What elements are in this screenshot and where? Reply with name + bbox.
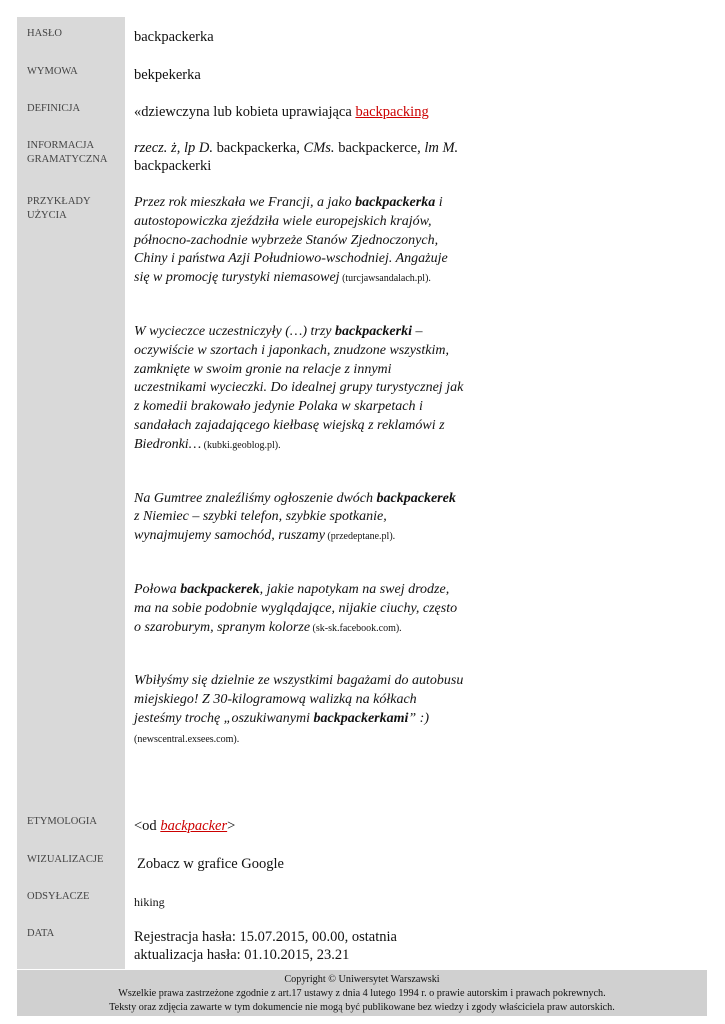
google-images-link[interactable]: Zobacz w grafice Google	[137, 856, 284, 872]
label-data: DATA	[17, 917, 125, 969]
cross-reference-link[interactable]: hiking	[134, 895, 165, 909]
label-informacja	[17, 129, 125, 185]
example-3: Na Gumtree znaleźliśmy ogłoszenie dwóch backpackerek z Niemiec – szybki telefon, szybkie spotkanie, wynajmujemy samochód, ruszamy (przedeptane.pl).	[134, 490, 456, 544]
label-przyklady	[17, 185, 125, 805]
label-odsylacze: ODSYŁACZE	[17, 880, 125, 917]
row-definicja	[17, 92, 707, 129]
gram-abbr-1: rzecz. ż, lp D.	[134, 140, 213, 156]
row-odsylacze	[17, 880, 707, 917]
definition-text: «dziewczyna lub kobieta uprawiająca	[134, 104, 356, 120]
gram-form-3: backpackerki	[134, 158, 212, 174]
row-data	[17, 917, 707, 969]
etymology-prefix: <od	[134, 818, 161, 834]
gram-abbr-3: lm M.	[424, 140, 459, 156]
label-wizualizacje: WIZUALIZACJE	[17, 843, 125, 880]
example-1: Przez rok mieszkała we Francji, a jako backpackerka i autostopowiczka zjeździła wiele europejskich krajów, północno-zachodnie wybrzeże Stanów Zjednoczonych, Chiny i państwa Azji Południowo-wschodniej. Angażuje się w promocję turystyki niemasowej (turcjawsandalach.pl).	[134, 195, 448, 286]
footer-notice: Teksty oraz zdjęcia zawarte w tym dokumencie nie mogą być publikowane bez wiedzy i zgody właściciela praw autorskich.	[109, 1002, 615, 1013]
value-wymowa: bekpekerka	[134, 67, 201, 83]
label-etymologia: ETYMOLOGIA	[17, 805, 125, 843]
footer-rights: Wszelkie prawa zastrzeżone zgodnie z art.17 ustawy z dnia 4 lutego 1994 r. o prawie autorskim i prawach pokrewnych.	[118, 988, 606, 999]
gram-form-1: backpackerka,	[212, 140, 304, 156]
etymology-suffix: >	[227, 818, 236, 834]
value-informacja	[125, 129, 707, 185]
example-source: (przedeptane.pl).	[324, 531, 396, 543]
gram-abbr-2: CMs.	[303, 140, 335, 156]
example-source: (newscentral.exsees.com).	[134, 733, 240, 745]
example-source: (sk-sk.facebook.com).	[310, 622, 402, 634]
date-text: Rejestracja hasła: 15.07.2015, 00.00, ostatnia aktualizacja hasła: 01.10.2015, 23.21	[134, 929, 397, 963]
label-informacja-line2: GRAMATYCZNA	[27, 154, 108, 165]
value-data	[125, 917, 707, 969]
label-wymowa: WYMOWA	[17, 55, 125, 92]
label-przyklady-line1: PRZYKŁADY	[27, 196, 91, 207]
label-haslo: HASŁO	[17, 17, 125, 55]
example-source: (kubki.geoblog.pl).	[201, 439, 281, 451]
value-etymologia	[125, 805, 707, 843]
row-przyklady	[17, 185, 707, 805]
link-backpacker[interactable]: backpacker	[160, 818, 228, 834]
row-wymowa	[17, 55, 707, 92]
link-backpacking[interactable]: backpacking	[355, 104, 429, 120]
gram-form-2: backpackerce,	[334, 140, 425, 156]
example-4: Połowa backpackerek, jakie napotykam na swej drodze, ma na sobie podobnie wyglądające, nijakie ciuchy, często o szaroburym, spranym kolorze (sk-sk.facebook.com).	[134, 581, 458, 635]
example-source: (turcjawsandalach.pl).	[339, 273, 431, 285]
footer-copyright: Copyright © Uniwersytet Warszawski	[284, 974, 440, 985]
row-etymologia	[17, 805, 707, 843]
example-2: W wycieczce uczestniczyły (…) trzy backpackerki – oczywiście w szortach i japonkach, znudzone wszystkim, zamknięte w swoim gronie na relacje z innymi uczestnikami wycieczki. Do idealnej grupy turystycznej jak z komedii brakowało jedynie Polaka w skarpetach i sandałach zajadającego kiełbasę wiejską z reklamówi z Biedronki… (kubki.geoblog.pl).	[134, 323, 464, 452]
row-informacja	[17, 129, 707, 185]
row-wizualizacje	[17, 843, 707, 880]
value-definicja	[125, 92, 707, 129]
label-przyklady-line2: UŻYCIA	[27, 210, 67, 221]
label-definicja: DEFINICJA	[17, 92, 125, 129]
label-informacja-line1: INFORMACJA	[27, 140, 95, 151]
example-5: Wbiłyśmy się dzielnie ze wszystkimi bagażami do autobusu miejskiego! Z 30-kilogramową walizką na kółkach jesteśmy trochę „oszukiwanymi backpackerkami” :) (newscentral.exsees.com).	[134, 673, 464, 745]
dictionary-entry	[17, 17, 707, 969]
copyright-footer	[17, 970, 707, 1016]
value-haslo: backpackerka	[134, 29, 214, 45]
value-przyklady	[125, 185, 707, 805]
row-haslo	[17, 17, 707, 55]
